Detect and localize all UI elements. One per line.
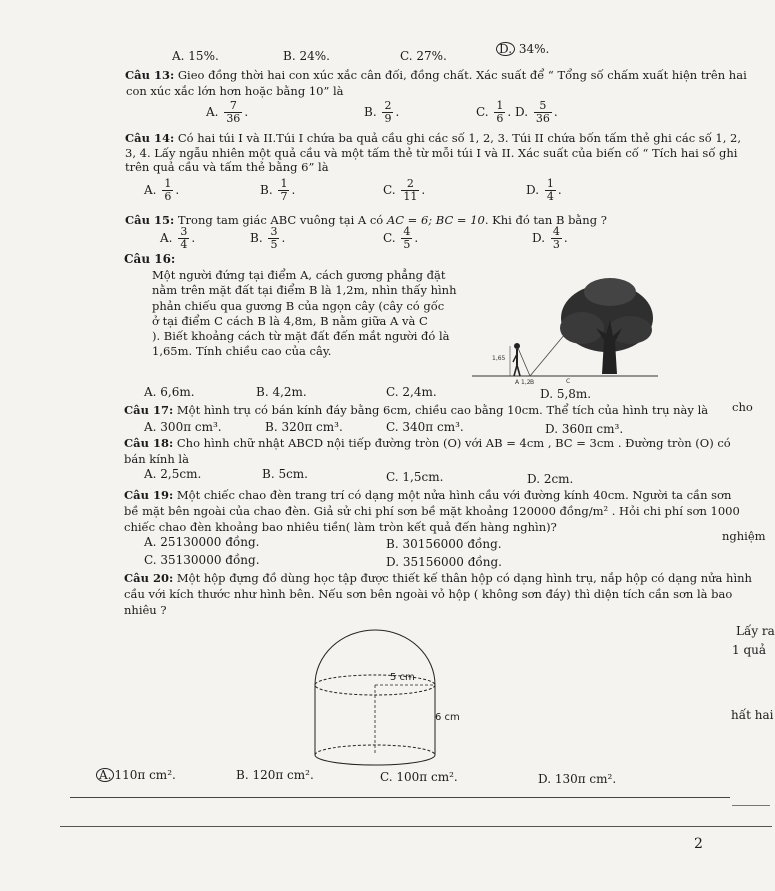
q13-a-num: 7: [224, 100, 242, 113]
q15-a-den: 4: [180, 238, 188, 251]
q15-a-frac: [178, 226, 189, 251]
q18-line2: bán kính là: [124, 452, 189, 466]
q16-line: phản chiếu qua gương B của ngọn cây (cây có gốc: [152, 298, 445, 313]
q17-option-a: A. 300π cm³.: [144, 420, 222, 434]
q15-c-label: C.: [383, 231, 396, 245]
q14-d-den: 4: [546, 190, 554, 203]
top-option-a: A. 15%.: [172, 49, 219, 63]
hemisphere-outline: [315, 630, 435, 685]
q18-option-d: D. 2cm.: [527, 472, 574, 486]
q14-option-b: B. $\frac{1}{7}$ .: [260, 177, 296, 203]
light-ray-1: [518, 348, 530, 376]
q20-line3: nhiêu ?: [124, 603, 167, 617]
q14-text1: Có hai túi I và II.Túi I chứa ba quả cầu ghi các số 1, 2, 3. Túi II chứa bốn tấm thẻ ghi các số 1, 2,: [174, 131, 741, 145]
q14-option-a: A. $\frac{1}{6}$ .: [144, 177, 180, 203]
q19-text1: Một chiếc chao đèn trang trí có dạng một nửa hình cầu với đường kính 40cm. Người ta cần sơn: [173, 488, 732, 502]
q17-option-c: C. 340π cm³.: [386, 420, 464, 434]
q13-option-c: C. $\frac{1}{6}$ . D. $\frac{5}{36}$ .: [476, 99, 558, 125]
q13-line1: [125, 68, 747, 82]
top-option-d-value: 34%.: [518, 42, 550, 56]
q15-c-den: 5: [403, 238, 411, 251]
q19-option-a: A. 25130000 đồng.: [144, 535, 260, 549]
q14-a-num: 1: [164, 177, 172, 190]
q13-d-label: . D.: [507, 105, 529, 119]
q20-line1: [124, 571, 752, 585]
q15-option-b: B. $\frac{3}{5}$ .: [250, 225, 286, 251]
q15-text1: Trong tam giác ABC vuông tại A có: [174, 213, 387, 227]
fig-ab-label: 1,2: [521, 379, 531, 386]
q14-line2: 3, 4. Lấy ngẫu nhiên một quả cầu và một tấm thẻ từ mỗi túi I và II. Xác suất của biến cố “ Tích hai số ghi: [125, 146, 738, 160]
q13-c-frac: [494, 100, 505, 125]
q16-text: [152, 268, 462, 360]
q15-d-frac: [551, 226, 562, 251]
q16-label: Câu 16:: [124, 252, 176, 266]
q13-b-num: 2: [384, 99, 392, 112]
q14-a-label: A.: [144, 183, 157, 197]
q20-a-value: 110π cm².: [114, 768, 176, 782]
q14-c-frac: [401, 178, 419, 203]
q13-c-den: 6: [496, 112, 504, 125]
right-fragment-cho: cho: [732, 400, 753, 414]
q18-label: Câu 18:: [124, 436, 174, 450]
q20-line2: cầu với kích thước như hình bên. Nếu sơn bên ngoài vỏ hộp ( không sơn đáy) thì diện tích cần sơn là bao: [124, 587, 733, 601]
q13-d-den: 36: [535, 112, 550, 125]
q13-c-label: C.: [476, 105, 489, 119]
top-option-d: [496, 42, 549, 56]
q16-option-d: D. 5,8m.: [540, 387, 592, 401]
right-fragment-nhat-hai: hất hai: [731, 708, 774, 722]
q15-b-den: 5: [270, 238, 278, 251]
q16-line: 1,65m. Tính chiều cao của cây.: [152, 344, 332, 359]
q13-b-frac: [382, 100, 393, 125]
q14-b-frac: [278, 178, 289, 203]
q19-line2: bề mặt bên ngoài của chao đèn. Giả sử chi phí sơn bề mặt khoảng 120000 đồng/m² . Hỏi chi phí sơn 1000: [124, 504, 740, 518]
q18-option-a: A. 2,5cm.: [144, 467, 202, 481]
q13-option-b: B. $\frac{2}{9}$ .: [364, 99, 400, 125]
top-option-d-circle: D.: [496, 42, 515, 56]
q15-option-a: A. $\frac{3}{4}$ .: [160, 225, 196, 251]
q13-a-label: A.: [206, 105, 219, 119]
q13-a-den: 36: [226, 112, 241, 125]
tree-icon: [560, 278, 653, 374]
q19-label: Câu 19:: [124, 488, 174, 502]
fig-point-c: C: [566, 378, 571, 385]
q15-a-label: A.: [160, 231, 173, 245]
q13-label: Câu 13:: [125, 68, 175, 82]
q15-text2: . Khi đó tan B bằng ?: [484, 213, 607, 227]
q18-option-b: B. 5cm.: [262, 467, 308, 481]
q18-text1: Cho hình chữ nhật ABCD nội tiếp đường tròn (O) với AB = 4cm , BC = 3cm . Đường tròn (O) có: [173, 436, 731, 450]
q16-line: ). Biết khoảng cách từ mặt đất đến mắt người đó là: [152, 329, 450, 344]
q14-option-c: C. $\frac{2}{11}$ .: [383, 177, 426, 203]
q19-option-b: B. 30156000 đồng.: [386, 537, 502, 551]
q17-option-b: B. 320π cm³.: [265, 420, 343, 434]
q14-c-den: 11: [403, 190, 418, 203]
q20-text1: Một hộp đựng đồ dùng học tập được thiết kế thân hộp có dạng hình trụ, nắp hộp có dạng nửa hình: [173, 571, 752, 585]
q18-option-c: C. 1,5cm.: [386, 470, 444, 484]
q14-label: Câu 14:: [125, 131, 175, 145]
q14-c-label: C.: [383, 183, 396, 197]
q14-c-num: 2: [401, 178, 419, 191]
q20-a-circle: A.: [96, 768, 114, 782]
fig-height-label: 1,65: [492, 355, 506, 362]
fig-point-a: A: [515, 379, 520, 386]
q16-line: Một người đứng tại điểm A, cách gương phẳng đặt: [152, 268, 446, 282]
q14-a-den: 6: [164, 190, 172, 203]
footer-divider: [70, 797, 730, 798]
q15-a-num: 3: [180, 225, 188, 238]
q14-d-num: 1: [546, 177, 554, 190]
q15-c-frac: [401, 226, 412, 251]
person-icon: [513, 343, 520, 376]
q14-b-label: B.: [260, 183, 273, 197]
right-fragment-nghiem: nghiệm: [722, 529, 766, 543]
q17-text: Một hình trụ có bán kính đáy bằng 6cm, chiều cao bằng 10cm. Thể tích của hình trụ này là: [173, 403, 709, 417]
q13-d-num: 5: [534, 100, 552, 113]
q15-d-label: D.: [532, 231, 546, 245]
right-fragment-lay-ra: Lấy ra: [736, 624, 775, 638]
q17-option-d: D. 360π cm³.: [545, 422, 624, 436]
q15-b-frac: [268, 226, 279, 251]
q14-line3: trên quả cầu và tấm thẻ bằng 6” là: [125, 160, 329, 174]
q15-label: Câu 15:: [125, 213, 175, 227]
q14-b-num: 1: [280, 177, 288, 190]
q15-d-den: 3: [552, 238, 560, 251]
q15-c-num: 4: [403, 225, 411, 238]
q19-option-d: D. 35156000 đồng.: [386, 555, 502, 569]
q15-option-c: C. $\frac{4}{5}$ .: [383, 225, 419, 251]
cylinder-bottom-front: [315, 755, 435, 765]
q20-option-d: D. 130π cm².: [538, 772, 617, 786]
q13-b-label: B.: [364, 105, 377, 119]
q20-option-c: C. 100π cm².: [380, 770, 458, 784]
q15-b-num: 3: [270, 225, 278, 238]
q20-figure: [305, 640, 460, 775]
fig-radius-label: 5 cm: [390, 672, 415, 683]
q14-option-d: D. $\frac{1}{4}$ .: [526, 177, 562, 203]
q20-option-a: [96, 768, 176, 782]
q13-d-frac: [534, 100, 552, 125]
q20-label: Câu 20:: [124, 571, 174, 585]
top-option-b: B. 24%.: [283, 49, 330, 63]
q14-d-frac: [545, 178, 556, 203]
q15-math: AC = 6; BC = 10: [386, 213, 485, 227]
right-fragment-mot-qua: 1 quả: [732, 643, 767, 657]
q16-option-b: B. 4,2m.: [256, 385, 307, 399]
q16-line: ở tại điểm C cách B là 4,8m, B nằm giữa A và C: [152, 313, 428, 328]
q19-line1: [124, 488, 731, 502]
q18-line1: [124, 436, 731, 450]
q17-label: Câu 17:: [124, 403, 174, 417]
q20-option-b: B. 120π cm².: [236, 768, 314, 782]
q16-option-c: C. 2,4m.: [386, 385, 437, 399]
q14-line1: [125, 131, 741, 145]
q14-a-frac: [162, 178, 173, 203]
q13-line2: con xúc xắc lớn hơn hoặc bằng 10” là: [126, 84, 344, 98]
fig-height-label: 6 cm: [435, 712, 460, 723]
q14-b-den: 7: [280, 190, 288, 203]
q13-b-den: 9: [384, 112, 392, 125]
q13-option-a: A. $\frac{7}{36}$ .: [206, 99, 249, 125]
footer-rule: [60, 826, 772, 827]
page-number: 2: [694, 836, 703, 852]
q13-c-num: 1: [496, 99, 504, 112]
q13-a-frac: [224, 100, 242, 125]
fig-point-b: B: [530, 379, 535, 386]
q16-option-a: A. 6,6m.: [144, 385, 195, 399]
top-option-c: C. 27%.: [400, 49, 447, 63]
q15-d-num: 4: [552, 225, 560, 238]
q16-line: nằm trên mặt đất tại điểm B là 1,2m, nhìn thấy hình: [152, 283, 457, 298]
q13-text1: Gieo đồng thời hai con xúc xắc cân đối, đồng chất. Xác suất để “ Tổng số chấm xuất hiện trên hai: [174, 68, 747, 82]
q15-b-label: B.: [250, 231, 263, 245]
q15-option-d: D. $\frac{4}{3}$ .: [532, 225, 568, 251]
q17-line1: [124, 403, 708, 417]
q15-line1: [125, 213, 607, 227]
footer-divider-right: [732, 805, 770, 806]
q16-figure: [470, 270, 660, 385]
q14-d-label: D.: [526, 183, 540, 197]
q19-line3: chiếc chao đèn khoảng bao nhiêu tiền( làm tròn kết quả đến hàng nghìn)?: [124, 520, 557, 534]
q19-option-c: C. 35130000 đồng.: [144, 553, 260, 567]
